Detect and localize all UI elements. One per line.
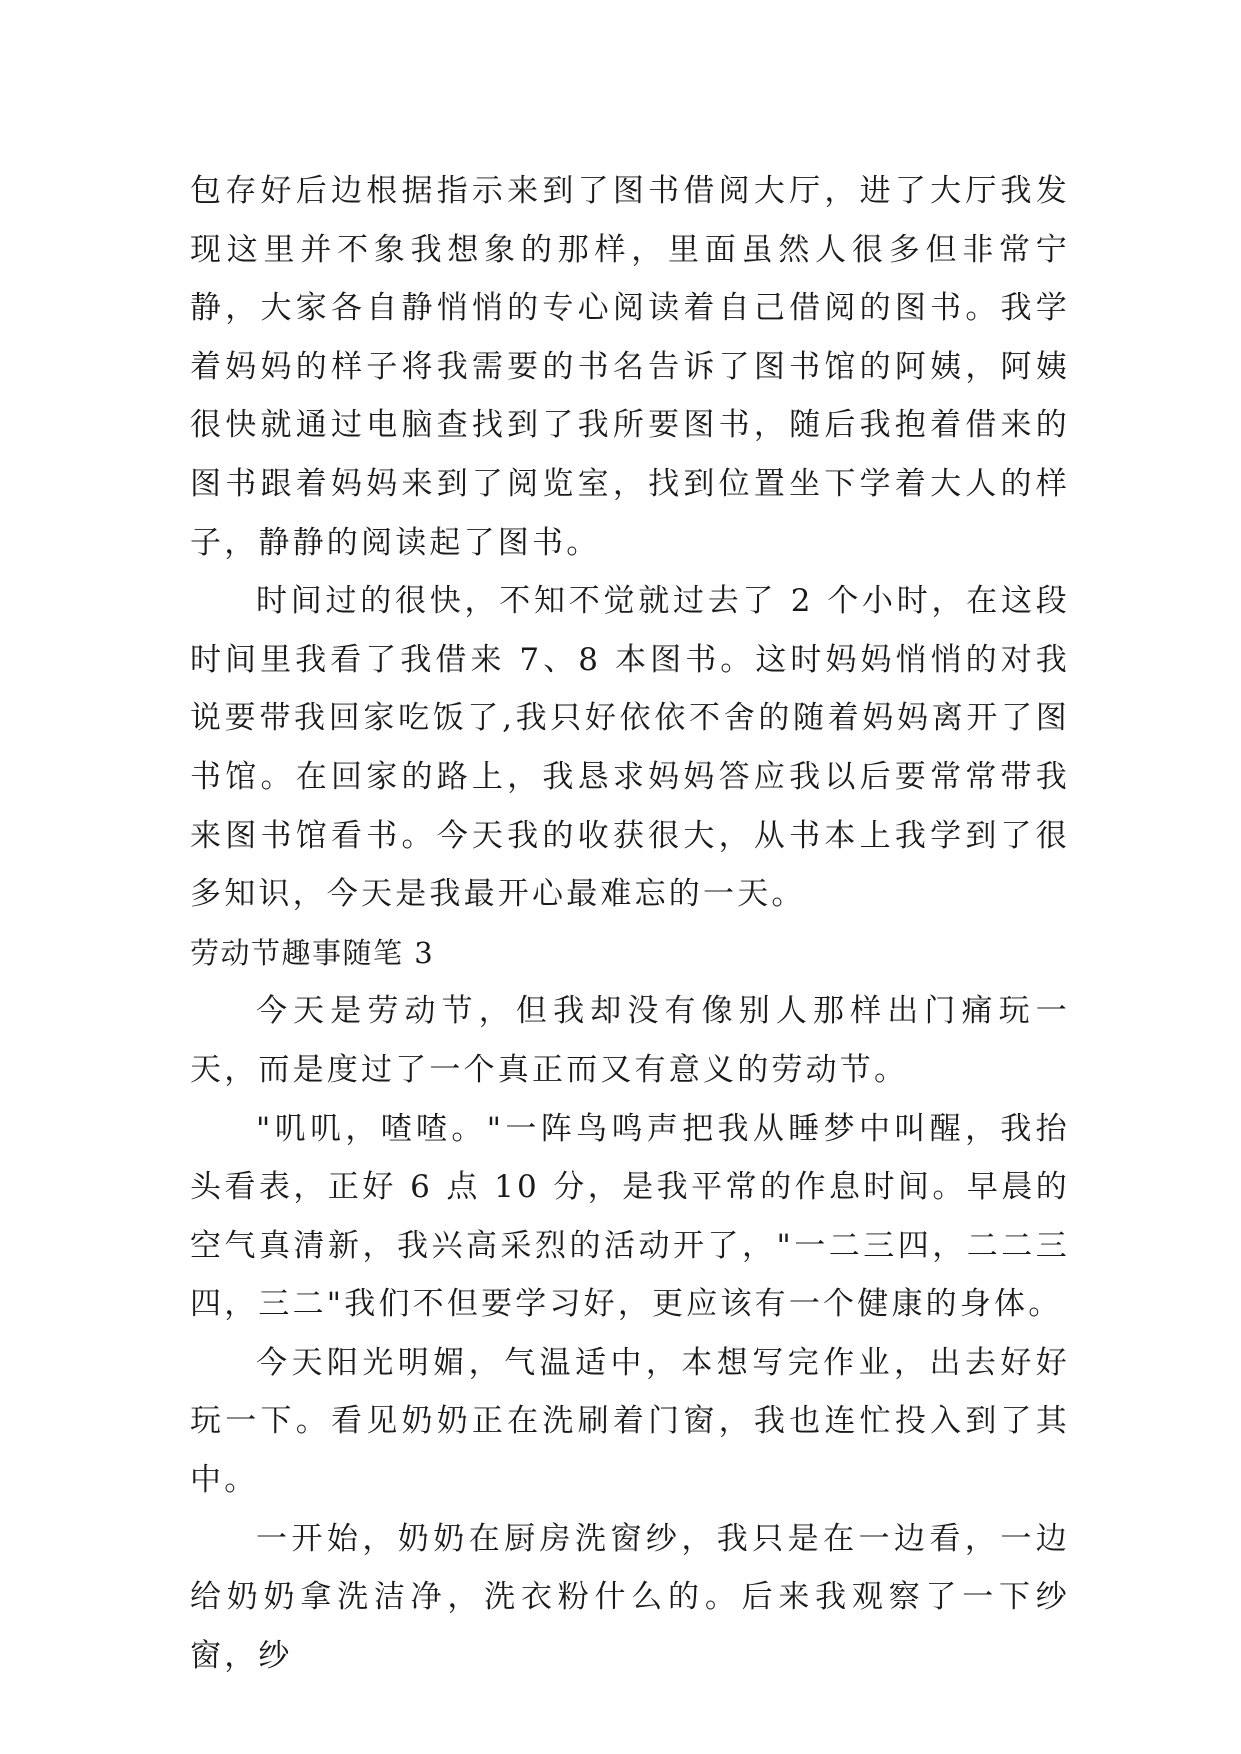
paragraph-morning-birds: "叽叽，喳喳。"一阵鸟鸣声把我从睡梦中叫醒，我抬头看表，正好 6 点 10 分，是我平常的作息时间。早晨的空气真清新，我兴高采烈的活动开了，"一二三四，二二三四，三二"我们不但要学习好，更应该有一个健康的身体。 xyxy=(190,1110,1070,1323)
paragraph-time-passed: 时间过的很快，不知不觉就过去了 2 个小时，在这段时间里我看了我借来 7、8 本图书。这时妈妈悄悄的对我说要带我回家吃饭了,我只好依依不舍的随着妈妈离开了图书馆。在回家的路上，我恳求妈妈答应我以后要常常带我来图书馆看书。今天我的收获很大，从书本上我学到了很多知识，今天是我最开心最难忘的一天。 xyxy=(190,583,1070,913)
paragraph-library-reading: 包存好后边根据指示来到了图书借阅大厅，进了大厅我发现这里并不象我想象的那样，里面虽然人很多但非常宁静，大家各自静悄悄的专心阅读着自己借阅的图书。我学着妈妈的样子将我需要的书名告诉了图书馆的阿姨，阿姨很快就通过电脑查找到了我所要图书，随后我抱着借来的图书跟着妈妈来到了阅览室，找到位置坐下学着大人的样子，静静的阅读起了图书。 xyxy=(190,173,1070,561)
paragraph-washing-screens: 一开始，奶奶在厨房洗窗纱，我只是在一边看，一边给奶奶拿洗洁净，洗衣粉什么的。后来我观察了一下纱窗，纱 xyxy=(190,1520,1070,1674)
section-heading: 劳动节趣事随笔 3 xyxy=(190,935,435,970)
document-body xyxy=(190,162,1070,1685)
paragraph-sunny-day: 今天阳光明媚，气温适中，本想写完作业，出去好好玩一下。看见奶奶正在洗刷着门窗，我也连忙投入到了其中。 xyxy=(190,1344,1070,1499)
paragraph-labor-day-intro: 今天是劳动节，但我却没有像别人那样出门痛玩一天，而是度过了一个真正而又有意义的劳动节。 xyxy=(190,993,1070,1088)
